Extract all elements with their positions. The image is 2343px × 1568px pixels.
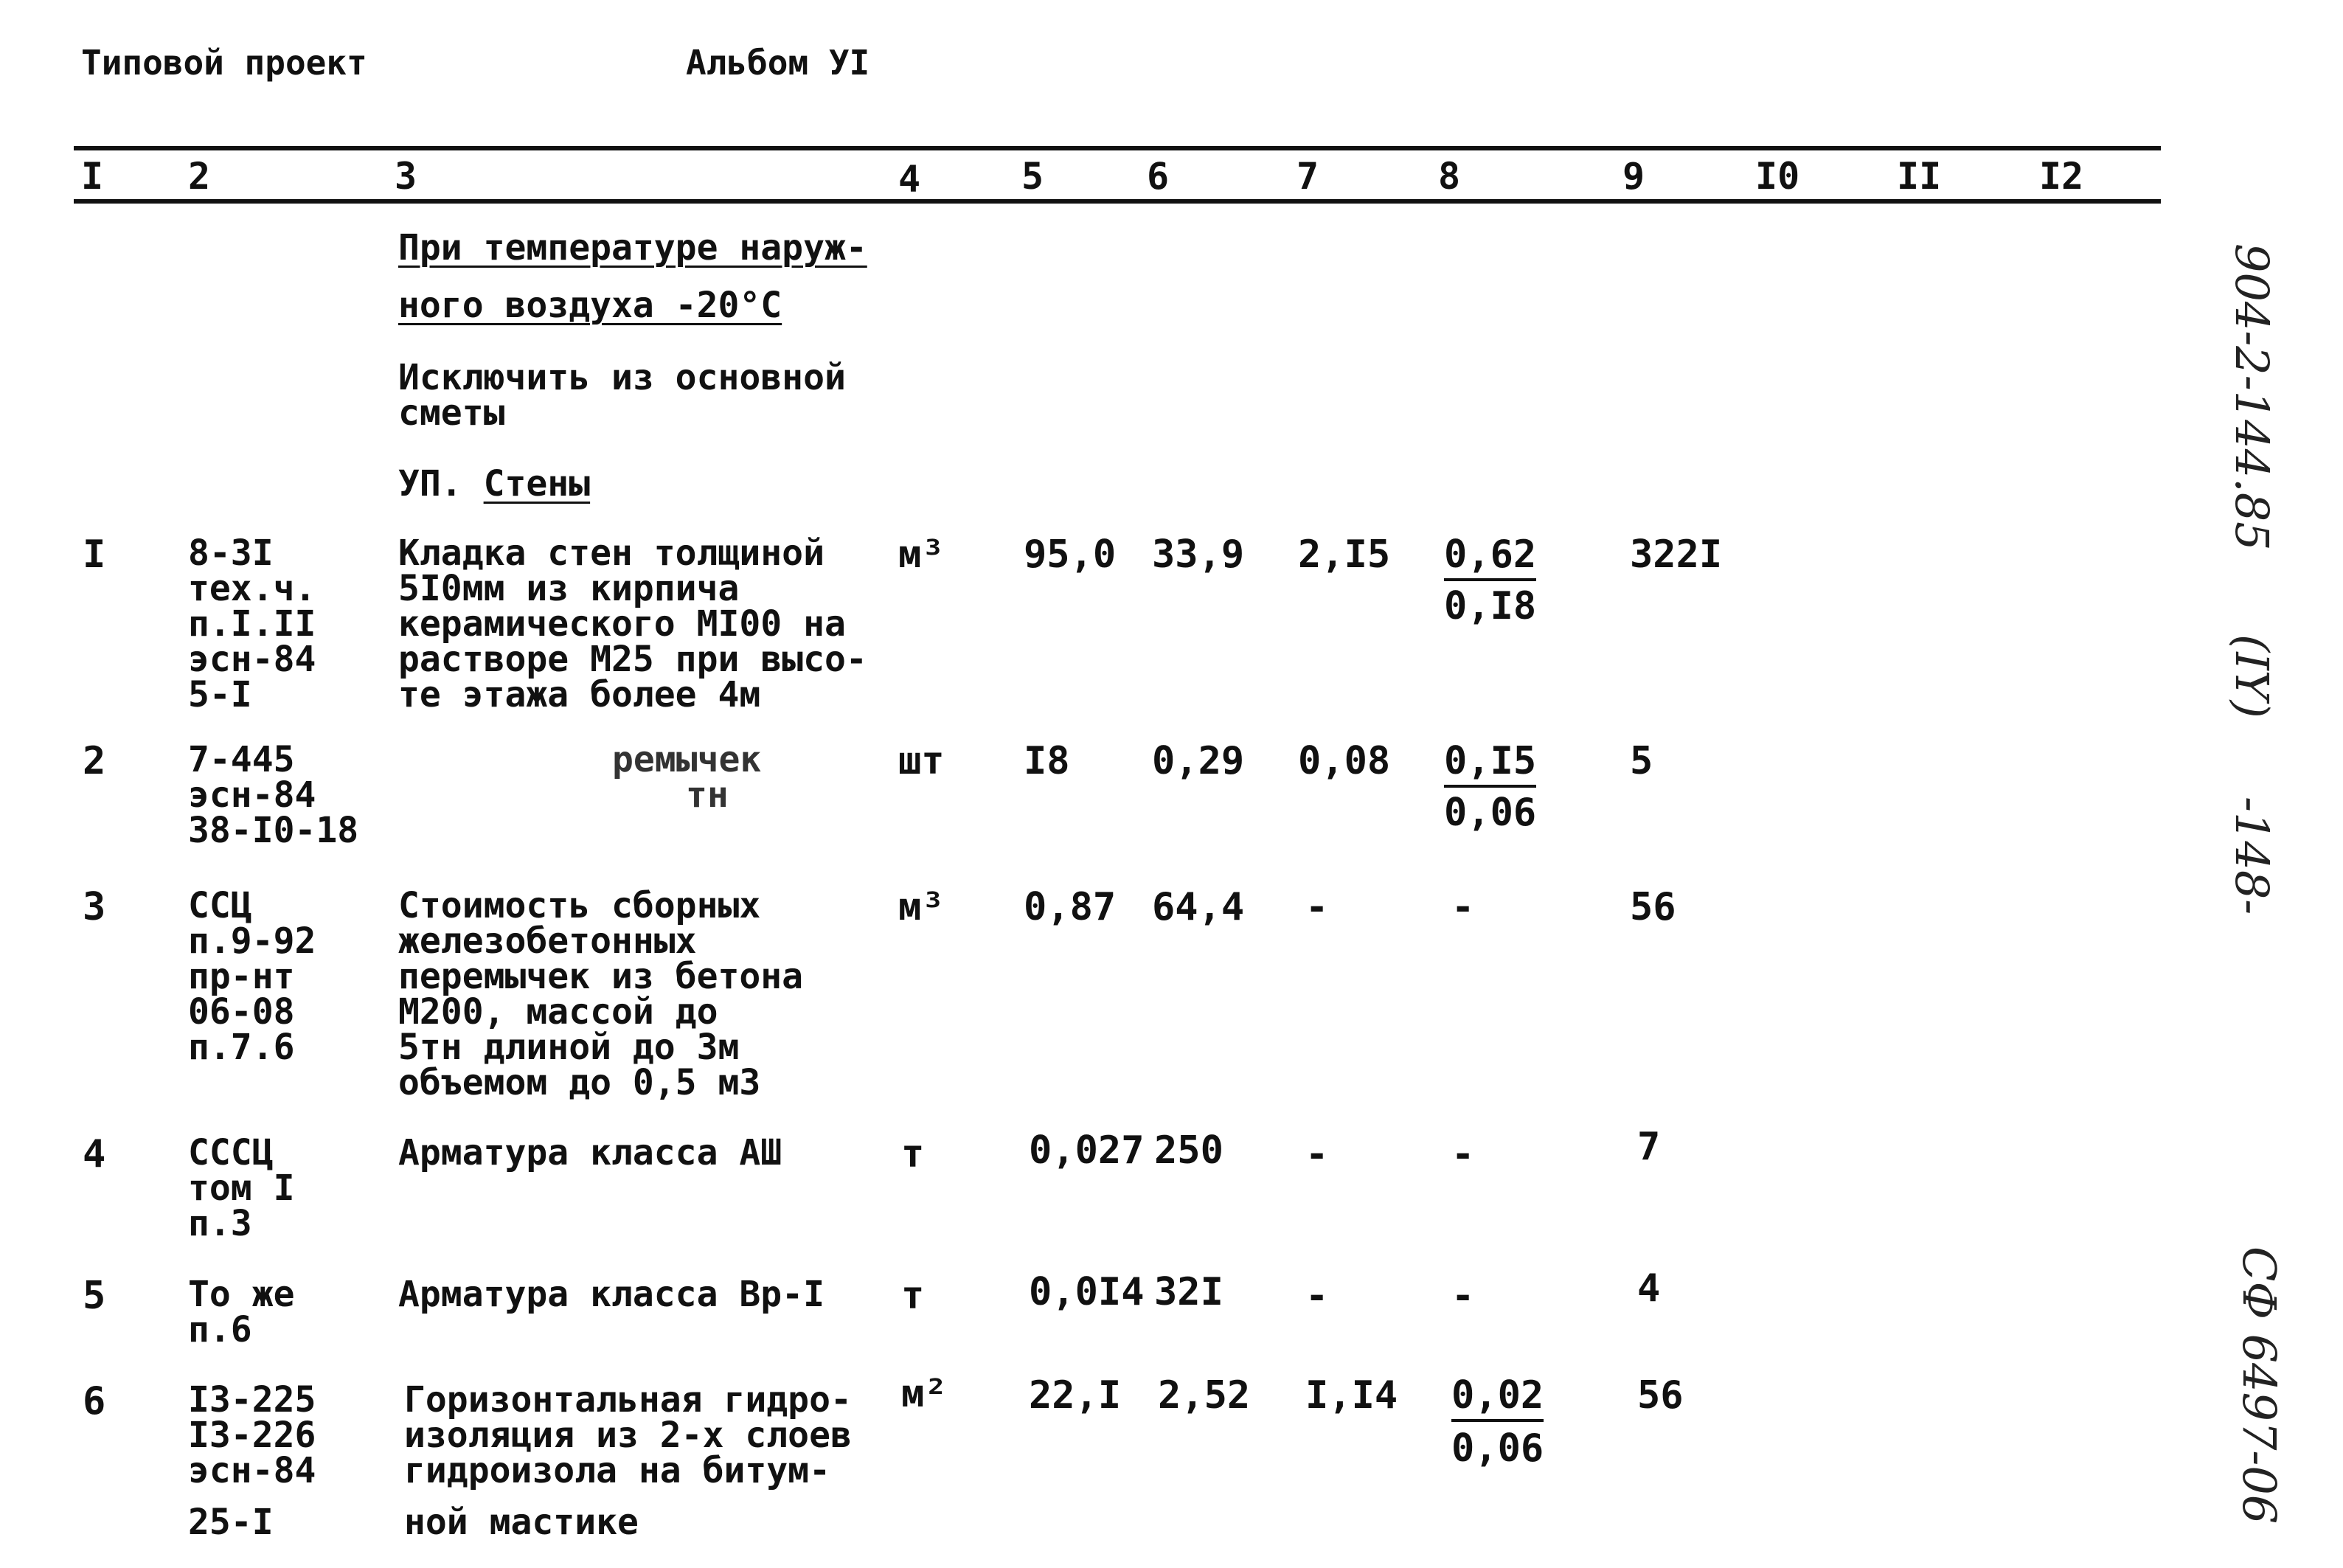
col-header-10: I0 <box>1755 155 1800 198</box>
row-col6: 32I <box>1154 1270 1223 1314</box>
row-col7: 2,I5 <box>1298 533 1391 577</box>
row-col6: 2,52 <box>1158 1373 1251 1418</box>
row-col8: - <box>1451 1274 1475 1318</box>
row-col6: 33,9 <box>1152 533 1245 577</box>
row-col9: 56 <box>1630 885 1676 929</box>
row-col7: - <box>1305 1132 1329 1176</box>
col-header-11: II <box>1897 155 1942 198</box>
row-number: 3 <box>83 885 106 929</box>
row-unit: м³ <box>898 885 945 929</box>
col-header-2: 2 <box>188 155 211 198</box>
section-number: УП. <box>398 463 462 504</box>
exclude-note-line2: сметы <box>398 392 505 434</box>
row-col8: - <box>1451 1132 1475 1176</box>
col-header-9: 9 <box>1622 155 1645 198</box>
col-header-1: I <box>81 155 104 198</box>
row-col7: - <box>1305 885 1329 929</box>
header-top-rule <box>74 146 2161 150</box>
row-col7: I,I4 <box>1305 1373 1398 1418</box>
row-number: 4 <box>83 1132 106 1176</box>
row-col5: I8 <box>1024 739 1070 783</box>
project-label: Типовой проект <box>81 43 367 83</box>
row-col8-bottom: 0,06 <box>1451 1426 1544 1471</box>
row-unit: т <box>901 1132 925 1176</box>
row-code: То же п.6 <box>188 1274 295 1350</box>
row-col8-top: 0,62 <box>1444 533 1536 577</box>
row-col6: 250 <box>1154 1128 1223 1173</box>
row-code: СССЦ том I п.3 <box>188 1132 295 1244</box>
row-description: Арматура класса Вр-I <box>398 1274 825 1315</box>
header-bottom-rule <box>74 199 2161 204</box>
album-label: Альбом УI <box>686 43 870 83</box>
margin-project-number: 904-2-144.85 <box>2225 243 2279 551</box>
row-col5: 95,0 <box>1024 533 1117 577</box>
row-unit: м² <box>901 1372 948 1416</box>
row-code: ССЦ п.9-92 пр-нт 06-08 п.7.6 <box>188 885 316 1068</box>
row-description: Стоимость сборных железобетонных перемычек из бетона М200, массой до 5тн длиной до 3м объемом до 0,5 м3 <box>398 885 804 1103</box>
row-unit: шт <box>898 739 945 783</box>
row-number: 5 <box>83 1274 106 1318</box>
row-unit: т <box>901 1274 925 1318</box>
row-number: 2 <box>83 739 106 783</box>
row-code: 8-3I тех.ч. п.I.II эсн-84 5-I <box>188 533 316 715</box>
row-col9: 5 <box>1630 739 1653 783</box>
temperature-note-line2: ного воздуха -20°С <box>398 285 782 326</box>
margin-page-number: -148- <box>2225 797 2279 915</box>
margin-album-roman: (IY) <box>2225 634 2279 718</box>
row-col7: 0,08 <box>1298 739 1391 783</box>
margin-inventory-number: СФ 6497-06 <box>2232 1246 2286 1524</box>
temperature-note-line1: При температуре наруж- <box>398 227 867 268</box>
col-header-3: 3 <box>395 155 417 198</box>
row-col9: 56 <box>1637 1373 1684 1418</box>
section-heading <box>398 463 591 504</box>
col-header-8: 8 <box>1438 155 1461 198</box>
row-number: I <box>83 533 106 577</box>
section-name: Стены <box>483 463 591 504</box>
col-header-4: 4 <box>898 158 921 201</box>
row-col8-top: 0,02 <box>1451 1373 1544 1418</box>
exclude-note-line1: Исключить из основной <box>398 357 846 398</box>
row-code: I3-225 I3-226 эсн-84 25-I <box>188 1379 316 1543</box>
row-description: Кладка стен толщиной 5I0мм из кирпича керамического МI00 на растворе М25 при высо- те этажа более 4м <box>398 533 867 715</box>
col-header-7: 7 <box>1297 155 1319 198</box>
row-col9: 7 <box>1637 1125 1661 1169</box>
row-col8-top: 0,I5 <box>1444 739 1536 783</box>
col-header-5: 5 <box>1021 155 1044 198</box>
row-col5: 22,I <box>1029 1373 1122 1418</box>
row-description: Горизонтальная гидро- изоляция из 2-х слоев гидроизола на битум- ной мастике <box>404 1379 852 1543</box>
row-col8-bottom: 0,06 <box>1444 791 1537 835</box>
row-col9: 322I <box>1630 533 1723 577</box>
row-col8-bottom: 0,I8 <box>1444 584 1537 628</box>
row-number: 6 <box>83 1379 106 1423</box>
col-header-12: I2 <box>2039 155 2084 198</box>
row-col8: - <box>1451 885 1475 929</box>
row-col5: 0,027 <box>1029 1128 1145 1173</box>
row-col6: 0,29 <box>1152 739 1245 783</box>
row-col7: - <box>1305 1274 1329 1318</box>
row-col5: 0,0I4 <box>1029 1270 1145 1314</box>
row-description: ремычек тн <box>612 739 762 816</box>
row-col9: 4 <box>1637 1266 1661 1311</box>
row-col6: 64,4 <box>1152 885 1245 929</box>
row-code: 7-445 эсн-84 38-I0-18 <box>188 739 359 851</box>
row-unit: м³ <box>898 533 945 577</box>
row-col5: 0,87 <box>1024 885 1117 929</box>
col-header-6: 6 <box>1147 155 1170 198</box>
row-description: Арматура класса АШ <box>398 1132 782 1173</box>
